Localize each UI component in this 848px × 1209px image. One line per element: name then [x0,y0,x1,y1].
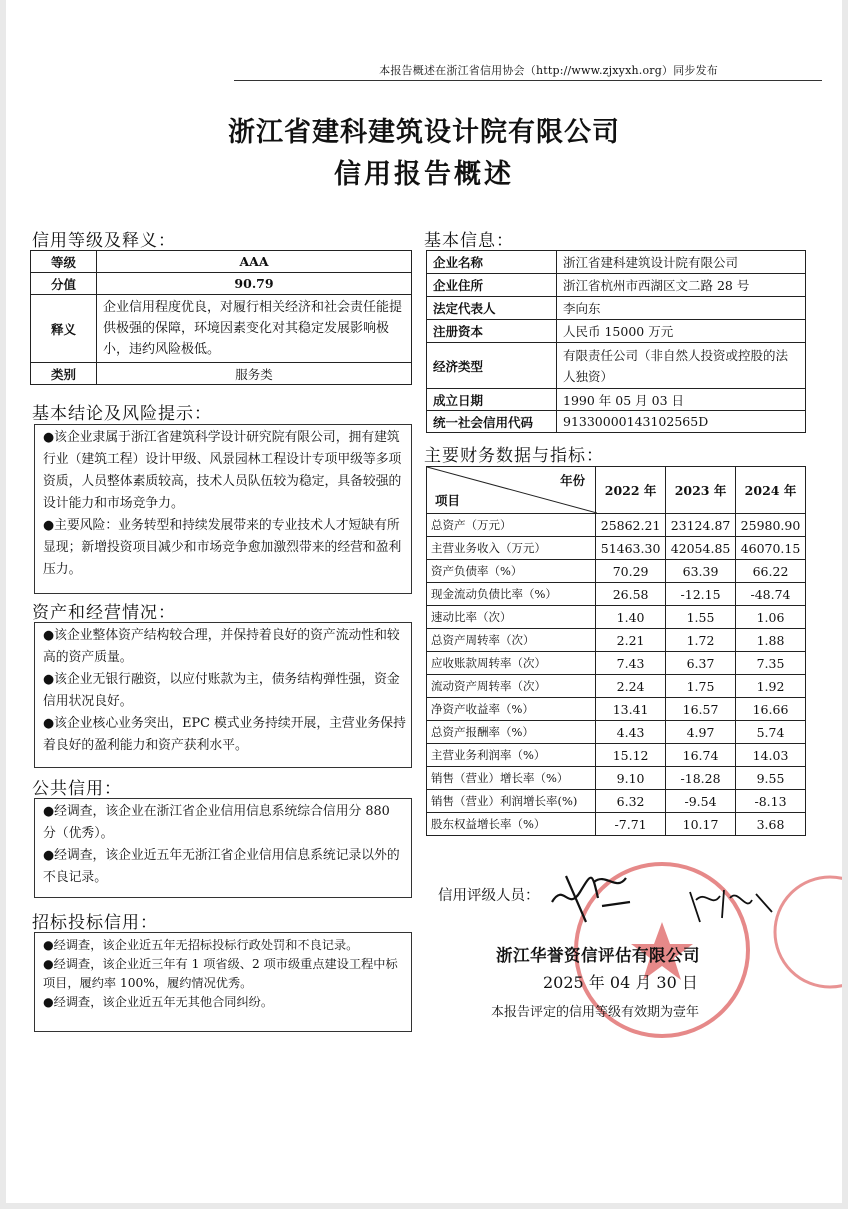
financial-row [427,606,806,629]
rating-label: 等级 [31,251,97,273]
assets-heading: 资产和经营情况： [32,603,176,623]
rating-agency-name: 浙江华誉资信评估有限公司 [496,946,700,965]
financial-row [427,790,806,813]
report-page [6,0,842,1203]
indicator-value: 2.21 [596,629,666,652]
rating-category-value: 服务类 [97,363,412,385]
validity-note: 本报告评定的信用等级有效期为壹年 [491,1005,700,1020]
indicator-label: 应收账款周转率（次） [427,652,596,675]
info-value: 浙江省杭州市西湖区文二路 28 号 [557,274,806,297]
indicator-value: 51463.30 [596,537,666,560]
indicator-value: 4.97 [666,721,736,744]
financial-row [427,560,806,583]
public-credit-heading: 公共信用： [32,779,122,799]
financial-corner-cell [427,467,596,514]
financial-body [427,514,806,836]
indicator-label: 销售（营业）增长率（%） [427,767,596,790]
info-row [427,297,806,320]
indicator-value: 23124.87 [666,514,736,537]
rating-label: 类别 [31,363,97,385]
basic-info-heading: 基本信息： [424,231,514,251]
info-label: 企业住所 [427,274,557,297]
indicator-value: 7.43 [596,652,666,675]
indicator-value: -7.71 [596,813,666,836]
rating-heading: 信用等级及释义： [32,231,176,251]
info-label: 企业名称 [427,251,557,274]
info-label: 法定代表人 [427,297,557,320]
financial-row [427,767,806,790]
header-rule [234,80,822,81]
indicator-value: 66.22 [736,560,806,583]
rating-row-category [31,363,412,385]
rating-label: 分值 [31,273,97,295]
financial-row [427,698,806,721]
assets-item: ●该企业核心业务突出，EPC 模式业务持续开展，主营业务保持着良好的盈利能力和资产获利水平。 [43,716,406,753]
indicator-label: 速动比率（次） [427,606,596,629]
year-header: 2023 年 [666,467,736,514]
info-row [427,320,806,343]
assets-item: ●该企业无银行融资，以应付账款为主，债务结构弹性强，资金信用状况良好。 [43,672,400,709]
info-value: 人民币 15000 万元 [557,320,806,343]
basic-info-table [426,250,806,433]
year-header: 2022 年 [596,467,666,514]
indicator-value: 1.55 [666,606,736,629]
indicator-value: -18.28 [666,767,736,790]
info-label: 经济类型 [427,343,557,389]
rating-row-grade [31,251,412,273]
info-value: 有限责任公司（非自然人投资或控股的法人独资） [557,343,806,389]
indicator-label: 股东权益增长率（%） [427,813,596,836]
indicator-value: 14.03 [736,744,806,767]
info-value: 91330000143102565D [557,411,806,433]
indicator-value: 46070.15 [736,537,806,560]
indicator-value: -8.13 [736,790,806,813]
indicator-value: 2.24 [596,675,666,698]
indicator-label: 主营业务收入（万元） [427,537,596,560]
financial-row [427,514,806,537]
indicator-value: 15.12 [596,744,666,767]
financial-row [427,652,806,675]
indicator-label: 现金流动负债比率（%） [427,583,596,606]
indicator-value: 16.66 [736,698,806,721]
indicator-value: 3.68 [736,813,806,836]
indicator-value: 9.55 [736,767,806,790]
indicator-value: 6.32 [596,790,666,813]
info-row [427,343,806,389]
rating-table [30,250,412,385]
info-value: 李向东 [557,297,806,320]
financial-row [427,675,806,698]
indicator-value: 26.58 [596,583,666,606]
indicator-value: 1.72 [666,629,736,652]
financial-header-row [427,467,806,514]
indicator-value: 9.10 [596,767,666,790]
indicator-value: 1.88 [736,629,806,652]
financial-heading: 主要财务数据与指标： [424,446,604,466]
indicator-label: 净资产收益率（%） [427,698,596,721]
indicator-value: 13.41 [596,698,666,721]
indicator-value: 42054.85 [666,537,736,560]
financial-table [426,466,806,836]
rating-explanation-value: 企业信用程度优良，对履行相关经济和社会责任能提供极强的保障，环境因素变化对其稳定发展影响极小，违约风险极低。 [97,295,412,363]
indicator-label: 总资产（万元） [427,514,596,537]
conclusion-item: ●该企业隶属于浙江省建筑科学设计研究院有限公司，拥有建筑行业（建筑工程）设计甲级、风景园林工程设计专项甲级等多项资质，人员整体素质较高，技术人员队伍较为稳定，具备较强的设计能力和市场竞争力。 [43,430,402,511]
rating-row-score [31,273,412,295]
rater-signature-2 [686,882,776,928]
bidding-box [34,932,412,1032]
indicator-value: 70.29 [596,560,666,583]
indicator-value: 16.57 [666,698,736,721]
info-label: 成立日期 [427,389,557,411]
indicator-label: 销售（营业）利润增长率(%) [427,790,596,813]
indicator-label: 总资产周转率（次） [427,629,596,652]
financial-row [427,583,806,606]
rating-grade-value: AAA [97,251,412,273]
indicator-value: -12.15 [666,583,736,606]
report-title: 信用报告概述 [334,159,514,190]
indicator-label: 资产负债率（%） [427,560,596,583]
indicator-value: -48.74 [736,583,806,606]
financial-row [427,721,806,744]
corner-year-label: 年份 [560,473,586,488]
report-date: 2025 年 04 月 30 日 [543,973,698,992]
indicator-value: 25862.21 [596,514,666,537]
info-label: 统一社会信用代码 [427,411,557,433]
corner-item-label: 项目 [435,493,461,508]
indicator-value: 10.17 [666,813,736,836]
indicator-label: 流动资产周转率（次） [427,675,596,698]
indicator-value: -9.54 [666,790,736,813]
public-credit-item: ●经调查，该企业在浙江省企业信用信息系统综合信用分 880 分（优秀）。 [43,804,390,841]
info-row [427,274,806,297]
indicator-value: 1.92 [736,675,806,698]
public-credit-item: ●经调查，该企业近五年无浙江省企业信用信息系统记录以外的不良记录。 [43,848,400,885]
indicator-value: 4.43 [596,721,666,744]
indicator-value: 1.06 [736,606,806,629]
indicator-value: 16.74 [666,744,736,767]
bidding-item: ●经调查，该企业近五年无其他合同纠纷。 [43,995,274,1009]
bidding-item: ●经调查，该企业近五年无招标投标行政处罚和不良记录。 [43,938,359,952]
bidding-item: ●经调查，该企业近三年有 1 项省级、2 项市级重点建设工程中标项目，履约率 100%，履约情况优秀。 [43,957,398,990]
info-row [427,389,806,411]
info-row [427,251,806,274]
info-value: 1990 年 05 月 03 日 [557,389,806,411]
year-header: 2024 年 [736,467,806,514]
publication-note: 本报告概述在浙江省信用协会（http://www.zjxyxh.org）同步发布 [379,64,718,77]
indicator-value: 63.39 [666,560,736,583]
public-credit-box [34,798,412,898]
info-row [427,411,806,433]
assets-box [34,622,412,768]
indicator-value: 6.37 [666,652,736,675]
report-title-company: 浙江省建科建筑设计院有限公司 [228,117,620,148]
conclusion-box [34,424,412,594]
indicator-label: 总资产报酬率（%） [427,721,596,744]
financial-row [427,744,806,767]
rater-signature-1 [546,862,636,932]
financial-row [427,537,806,560]
indicator-value: 1.75 [666,675,736,698]
indicator-value: 25980.90 [736,514,806,537]
info-label: 注册资本 [427,320,557,343]
info-value: 浙江省建科建筑设计院有限公司 [557,251,806,274]
indicator-value: 5.74 [736,721,806,744]
financial-row [427,813,806,836]
rating-score-value: 90.79 [97,273,412,295]
indicator-value: 7.35 [736,652,806,675]
assets-item: ●该企业整体资产结构较合理，并保持着良好的资产流动性和较高的资产质量。 [43,628,400,665]
conclusion-heading: 基本结论及风险提示： [32,404,212,424]
conclusion-item: ●主要风险：业务转型和持续发展带来的专业技术人才短缺有所显现；新增投资项目减少和市场竞争愈加激烈带来的经营和盈利压力。 [43,518,402,577]
raters-label: 信用评级人员： [438,888,540,904]
financial-row [427,629,806,652]
indicator-value: 1.40 [596,606,666,629]
rating-label: 释义 [31,295,97,363]
rating-row-explanation [31,295,412,363]
bidding-heading: 招标投标信用： [32,913,158,933]
indicator-label: 主营业务利润率（%） [427,744,596,767]
